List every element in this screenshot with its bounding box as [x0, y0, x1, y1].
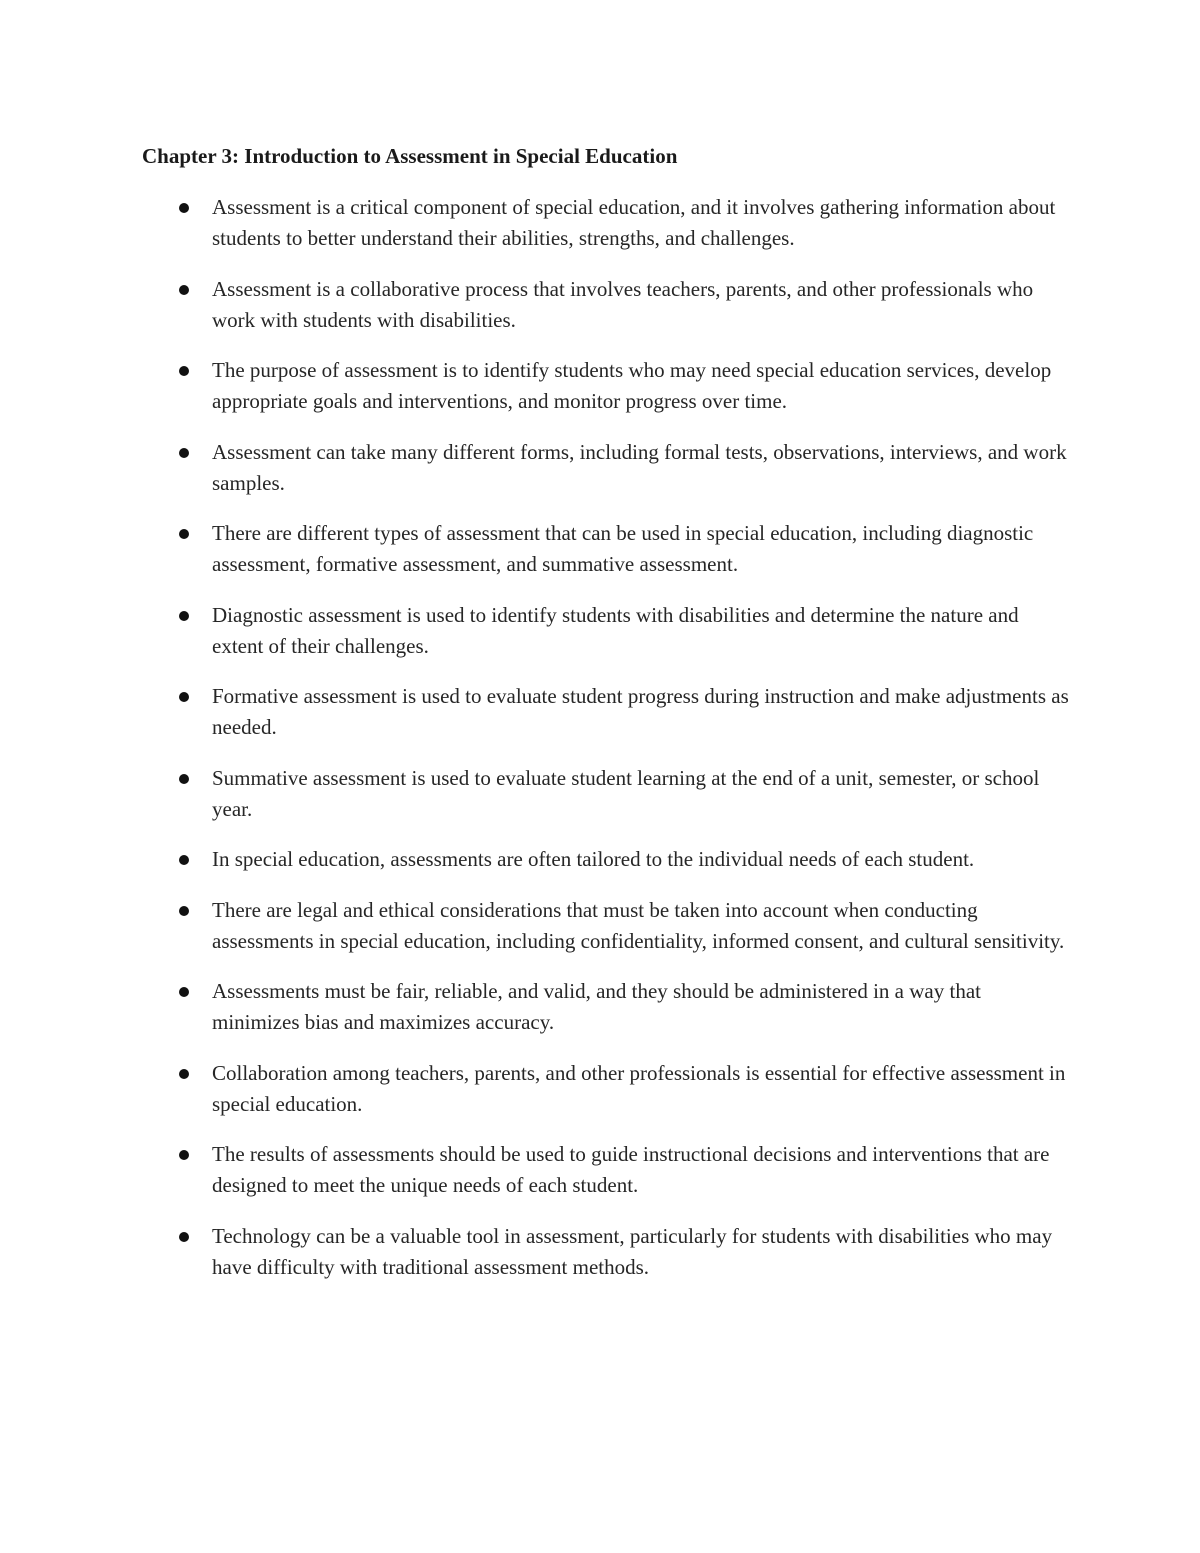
list-item — [142, 976, 1072, 1038]
list-item — [142, 192, 1072, 254]
bullet-list — [142, 192, 1072, 1302]
list-item-text: Collaboration among teachers, parents, and other professionals is essential for effective assessment in special education. — [212, 1060, 1066, 1116]
list-item — [142, 844, 1072, 875]
list-item-text: There are legal and ethical considerations that must be taken into account when conducting assessments in special education, including confidentiality, informed consent, and cultural sensitivity. — [212, 897, 1065, 953]
list-item — [142, 1221, 1072, 1283]
bullet-icon — [179, 1232, 189, 1242]
list-item — [142, 274, 1072, 336]
bullet-icon — [179, 774, 189, 784]
list-item-text: Formative assessment is used to evaluate student progress during instruction and make adjustments as needed. — [212, 684, 1069, 739]
bullet-icon — [179, 448, 189, 458]
list-item — [142, 518, 1072, 580]
list-item-text: The results of assessments should be used to guide instructional decisions and interventions that are designed to meet the unique needs of each student. — [212, 1142, 1050, 1197]
list-item — [142, 437, 1072, 499]
bullet-icon — [179, 692, 189, 702]
bullet-icon — [179, 987, 189, 997]
bullet-icon — [179, 1069, 189, 1079]
bullet-icon — [179, 529, 189, 539]
bullet-icon — [179, 366, 189, 376]
list-item — [142, 355, 1072, 417]
chapter-title: Chapter 3: Introduction to Assessment in Special Education — [142, 144, 678, 168]
list-item — [142, 1139, 1072, 1201]
bullet-icon — [179, 203, 189, 213]
list-item — [142, 1058, 1072, 1120]
bullet-icon — [179, 611, 189, 621]
list-item-text: Diagnostic assessment is used to identify students with disabilities and determine the nature and extent of their challenges. — [212, 602, 1019, 658]
list-item-text: Assessment is a critical component of special education, and it involves gathering information about students to better understand their abilities, strengths, and challenges. — [212, 195, 1056, 250]
bullet-icon — [179, 285, 189, 295]
list-item-text: Summative assessment is used to evaluate student learning at the end of a unit, semester, or school year. — [212, 765, 1040, 821]
bullet-icon — [179, 855, 189, 865]
list-item-text: Assessments must be fair, reliable, and valid, and they should be administered in a way that minimizes bias and maximizes accuracy. — [212, 979, 981, 1034]
list-item — [142, 681, 1072, 743]
list-item — [142, 895, 1072, 957]
list-item-text: There are different types of assessment that can be used in special education, including diagnostic assessment, formative assessment, and summative assessment. — [212, 521, 1034, 576]
bullet-icon — [179, 1150, 189, 1160]
list-item-text: Technology can be a valuable tool in assessment, particularly for students with disabilities who may have difficulty with traditional assessment methods. — [212, 1223, 1053, 1279]
list-item-text: Assessment is a collaborative process that involves teachers, parents, and other professionals who work with students with disabilities. — [212, 276, 1034, 332]
list-item-text: In special education, assessments are often tailored to the individual needs of each student. — [212, 847, 975, 871]
list-item — [142, 600, 1072, 662]
list-item-text: Assessment can take many different forms, including formal tests, observations, interviews, and work samples. — [212, 439, 1067, 495]
list-item — [142, 763, 1072, 825]
bullet-icon — [179, 906, 189, 916]
list-item-text: The purpose of assessment is to identify students who may need special education services, develop appropriate goals and interventions, and monitor progress over time. — [212, 358, 1052, 413]
